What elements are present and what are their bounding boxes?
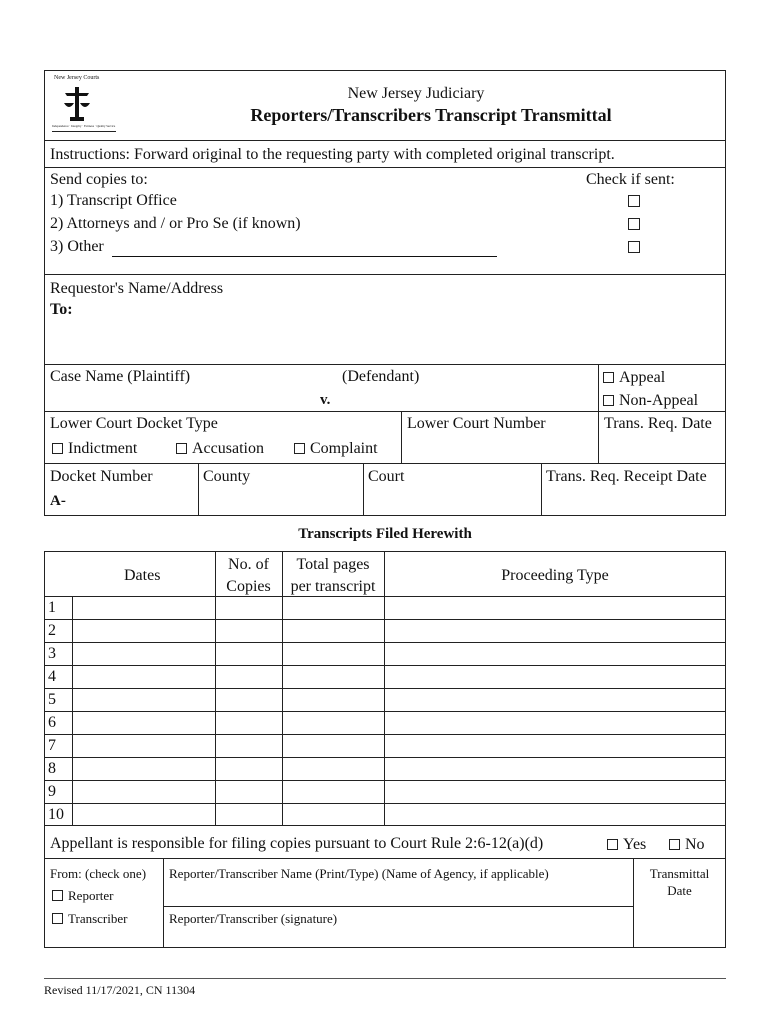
- transcriber-label: Transcriber: [68, 911, 128, 926]
- appellant-yes-checkbox[interactable]: [607, 839, 618, 850]
- divider-receipt-date: [541, 463, 542, 515]
- trans-req-date-label: Trans. Req. Date: [604, 415, 712, 432]
- divider-requestor: [44, 364, 726, 365]
- row-number: 7: [48, 737, 56, 754]
- row-number: 6: [48, 714, 56, 731]
- divider-county: [198, 463, 199, 515]
- transcriber-checkbox[interactable]: [52, 913, 63, 924]
- send-copies-label: Send copies to:: [50, 171, 148, 188]
- appellant-yes-option[interactable]: [607, 837, 646, 853]
- row-number: 3: [48, 645, 56, 662]
- docket-number-label: Docket Number: [50, 468, 153, 485]
- row-number: 10: [48, 806, 64, 823]
- divider-instructions: [44, 167, 726, 168]
- row-divider: [44, 803, 726, 804]
- footer-rule: [44, 978, 726, 979]
- county-label: County: [203, 468, 251, 485]
- col-header-copies-2: Copies: [226, 578, 271, 595]
- non-appeal-checkbox[interactable]: [603, 395, 614, 406]
- complaint-checkbox[interactable]: [294, 443, 305, 454]
- row-divider: [44, 757, 726, 758]
- form-title: Reporters/Transcribers Transcript Transmittal: [250, 105, 612, 125]
- row-divider: [44, 596, 726, 597]
- row-number: 4: [48, 668, 56, 685]
- docket-type-label: Lower Court Docket Type: [50, 415, 218, 432]
- instructions-text: Instructions: Forward original to the requesting party with completed original transcript.: [50, 146, 615, 163]
- divider-lower-court-number: [401, 411, 402, 463]
- from-divider: [163, 858, 164, 948]
- logo-underline: [52, 131, 116, 132]
- row-number: 2: [48, 622, 56, 639]
- nj-courts-logo: [48, 73, 120, 135]
- transcripts-title: Transcripts Filed Herewith: [298, 526, 472, 542]
- name-signature-divider: [163, 906, 633, 907]
- transcript-office-checkbox[interactable]: [628, 195, 640, 207]
- logo-text: New Jersey Courts: [54, 75, 100, 81]
- accusation-checkbox[interactable]: [176, 443, 187, 454]
- row-divider: [44, 711, 726, 712]
- row-divider: [44, 780, 726, 781]
- col-header-pages-2: per transcript: [290, 578, 376, 595]
- reporter-checkbox[interactable]: [52, 890, 63, 901]
- row-divider: [44, 734, 726, 735]
- col-header-dates: Dates: [124, 567, 161, 584]
- receipt-date-label: Trans. Req. Receipt Date: [546, 468, 707, 485]
- versus-label: v.: [320, 392, 331, 408]
- row-number: 8: [48, 760, 56, 777]
- appellant-no-label: No: [685, 836, 705, 853]
- indictment-option[interactable]: [52, 441, 137, 457]
- defendant-label: (Defendant): [342, 368, 420, 385]
- appeal-checkbox[interactable]: [603, 372, 614, 383]
- from-label: From: (check one): [50, 866, 147, 881]
- other-checkbox[interactable]: [628, 241, 640, 253]
- divider-appeal-col: [598, 364, 599, 411]
- reporter-name-label: Reporter/Transcriber Name (Print/Type) (Name of Agency, if applicable): [169, 866, 549, 881]
- row-divider: [44, 688, 726, 689]
- row-divider: [44, 619, 726, 620]
- divider-lower-court: [44, 463, 726, 464]
- row-divider: [44, 665, 726, 666]
- lower-court-number-label: Lower Court Number: [407, 415, 546, 432]
- appellant-text: Appellant is responsible for filing copies pursuant to Court Rule 2:6-12(a)(d): [50, 835, 544, 852]
- transmittal-label-1: Transmittal: [649, 866, 710, 881]
- attorneys-checkbox[interactable]: [628, 218, 640, 230]
- reporter-option[interactable]: [52, 889, 113, 902]
- row-number: 1: [48, 599, 56, 616]
- non-appeal-option[interactable]: [603, 393, 698, 409]
- divider-case: [44, 411, 726, 412]
- send-item-attorneys: 2) Attorneys and / or Pro Se (if known): [50, 215, 301, 232]
- non-appeal-label: Non-Appeal: [619, 392, 699, 409]
- appellant-yes-label: Yes: [623, 836, 647, 853]
- transcriber-option[interactable]: [52, 912, 127, 925]
- accusation-label: Accusation: [192, 440, 264, 457]
- appeal-option[interactable]: [603, 370, 665, 386]
- org-name: New Jersey Judiciary: [347, 85, 485, 102]
- col-header-proceeding: Proceeding Type: [501, 567, 609, 584]
- to-label: To:: [50, 301, 73, 318]
- reporter-label: Reporter: [68, 888, 114, 903]
- send-item-other: 3) Other: [50, 238, 104, 255]
- appellant-no-checkbox[interactable]: [669, 839, 680, 850]
- complaint-option[interactable]: [294, 441, 378, 457]
- row-number: 9: [48, 783, 56, 800]
- row-number: 5: [48, 691, 56, 708]
- appellant-no-option[interactable]: [669, 837, 705, 853]
- court-label: Court: [368, 468, 405, 485]
- divider-send-copies: [44, 274, 726, 275]
- signature-label: Reporter/Transcriber (signature): [169, 911, 338, 926]
- accusation-option[interactable]: [176, 441, 264, 457]
- indictment-label: Indictment: [68, 440, 138, 457]
- row-divider: [44, 642, 726, 643]
- appeal-label: Appeal: [619, 369, 666, 386]
- footer-revision: Revised 11/17/2021, CN 11304: [44, 983, 196, 997]
- requestor-label: Requestor's Name/Address: [50, 280, 224, 297]
- complaint-label: Complaint: [310, 440, 378, 457]
- plaintiff-label: Case Name (Plaintiff): [50, 368, 191, 385]
- divider-trans-req-date: [598, 411, 599, 463]
- logo-subtext: Independence · Integrity · Fairness · Quality Service: [52, 124, 116, 128]
- transmittal-label-2: Date: [667, 883, 692, 898]
- indictment-checkbox[interactable]: [52, 443, 63, 454]
- divider-court: [363, 463, 364, 515]
- docket-prefix: A-: [50, 493, 66, 509]
- col-header-copies-1: No. of: [228, 556, 269, 573]
- check-if-sent-label: Check if sent:: [586, 171, 675, 188]
- col-header-pages-1: Total pages: [296, 556, 370, 573]
- other-input-line[interactable]: [112, 256, 497, 257]
- send-item-transcript-office: 1) Transcript Office: [50, 192, 177, 209]
